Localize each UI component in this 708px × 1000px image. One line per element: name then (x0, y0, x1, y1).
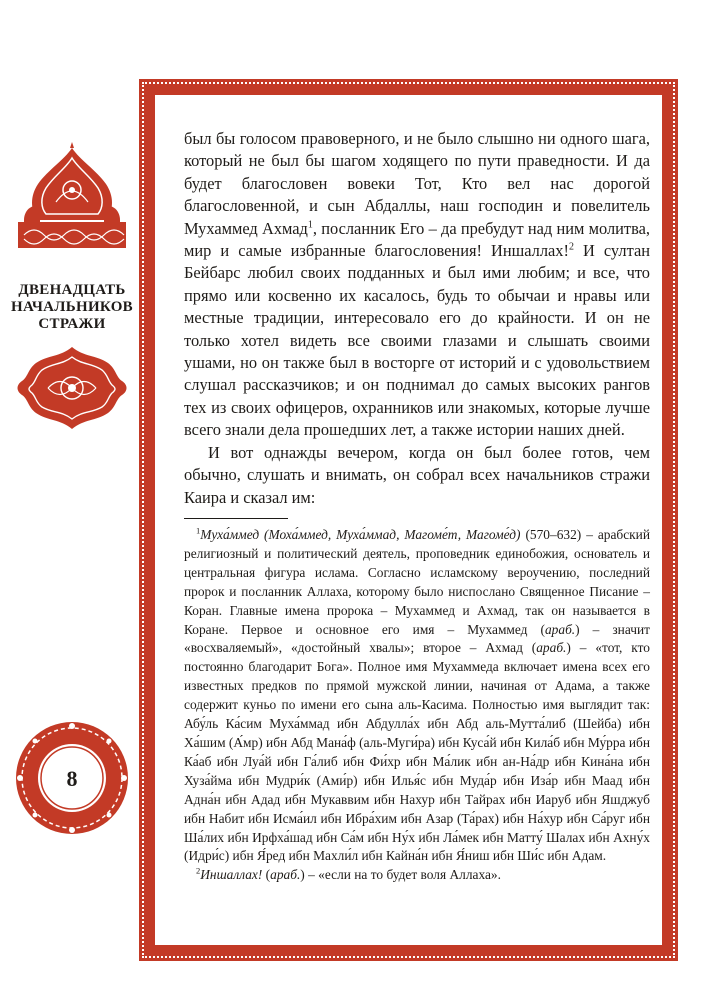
footnote-text: (570–632) – арабский религиозный и политический деятель, проповедник единобожия, основатель и центральная фигура ислама. Согласно исламскому вероучению, последний пророк и посланник Аллаха, которому было ниспослано Священное Писание – Коран. Главные имена пророка – Мухаммед и Ахмад, так он называется в Коране. Первое и основное его имя – Мухаммед ( (184, 527, 651, 637)
arabesque-dome-ornament (10, 140, 134, 252)
footnote-ref[interactable]: 1 (307, 219, 313, 231)
footnote-2: $^2$Иншаллах! (араб.) – «если на то будет воля Аллаха». (196, 865, 501, 883)
chapter-title-line: НАЧАЛЬНИКОВ (11, 299, 133, 315)
paragraph-text: был бы голосом правоверного, и не было слышно ни одного шага, который не был бы шагом ходящего по пути праведности. И да будет благословен вовеки Тот, Кто вел нас дорогой благословенной, и сын Абдаллы, наш господин и повелитель Мухаммед Ахмад (184, 129, 650, 238)
chapter-title (10, 282, 134, 333)
footnote-text: ) – значит «восхваляемый», «достойный хвалы»; второе – Ахмад ( (184, 621, 650, 656)
paragraph-text: И султан Бейбарс любил своих подданных и был ими любим; и все, что прямо или косвенно их касалось, будь то обычаи и нравы или местные традиции, интересовало его до крайности. И он не только хотел видеть все своими глазами и слышать своими ушами, но он также был в восторге от историй и с удовольствием слушал рассказчиков; и он поднимал до самых высоких рангов тех из своих офицеров, охранников или знакомых, которые лучше всего знали дела прошедших лет, а также истории наших дней. (184, 241, 650, 440)
footnote-mark: 2 (196, 865, 201, 876)
paragraph: И вот однажды вечером, когда он был более готов, чем обычно, слушать и внимать, он собрал всех начальников стражи Каира и сказал им: (184, 442, 650, 507)
page-number-badge (10, 718, 134, 838)
chapter-title-line: СТРАЖИ (38, 316, 106, 332)
paragraph-text: , посланник Его – да пребудут над ним молитва, мир и самые избранные благословения! Иншаллах! (184, 218, 650, 261)
arabesque-medallion-ornament (10, 345, 134, 430)
footnote-abbr: араб. (270, 867, 301, 883)
footnote-abbr: араб. (536, 640, 567, 656)
footnote-abbr: араб. (544, 621, 576, 637)
footnote-word: Иншаллах! (200, 867, 263, 883)
footnote-divider (184, 518, 288, 519)
page-number: 8 (66, 766, 78, 791)
footnote-1 (184, 526, 650, 866)
main-text (184, 128, 650, 509)
footnote-names: Муха́ммед (Моха́ммед, Муха́ммад, Магоме́т, Магоме́д) (200, 527, 521, 542)
footnote-text: – «если на то будет воля Аллаха». (304, 867, 501, 883)
footnotes (184, 526, 650, 885)
chapter-title-line: ДВЕНАДЦАТЬ (18, 282, 126, 298)
footnote-ref[interactable]: 2 (568, 241, 574, 253)
footnote-mark: 1 (196, 525, 201, 536)
footnote-text: ) – «тот, кто постоянно благодарит Бога». Полное имя Мухаммеда включает имена всех его известных предков по прямой мужской линии, начиная от Адама, а также содержит куньо по имени его сына аль-Касима. Полностью имя выглядит так: Абу́ль Ка́сим Муха́ммад ибн Абдулла́х ибн Абд аль-Мутта́либ (Шейба) ибн Ха́шим (А́мр) ибн Абд Мана́ф (аль-Муги́ра) ибн Куса́й ибн Кила́б ибн Му́рра ибн Ка́аб ибн Луа́й ибн Га́либ ибн Фи́хр ибн Ма́лик ибн ан-На́др ибн Кина́на ибн Хуза́йма ибн Мудри́к (Ами́р) ибн Илья́с ибн Муда́р ибн Иза́р ибн Маад ибн Адна́н ибн Адад ибн Мукаввим ибн Нахур ибн Тайрах ибн Иаруб ибн Яшджуб ибн Набит ибн Исма́ил ибн Ибра́хим ибн Азар (Та́рах) ибн На́хур ибн Са́руг ибн Ша́лих ибн Ирфха́шад ибн Са́м ибн Ну́х ибн Ла́мек ибн Матту́ Шалах ибн Ахну́х (Идри́с) ибн Я́ред ибн Махли́л ибн Кайна́н ибн Я́ниш ибн Ши́с ибн Адам. (184, 640, 650, 864)
paragraph (184, 128, 650, 442)
